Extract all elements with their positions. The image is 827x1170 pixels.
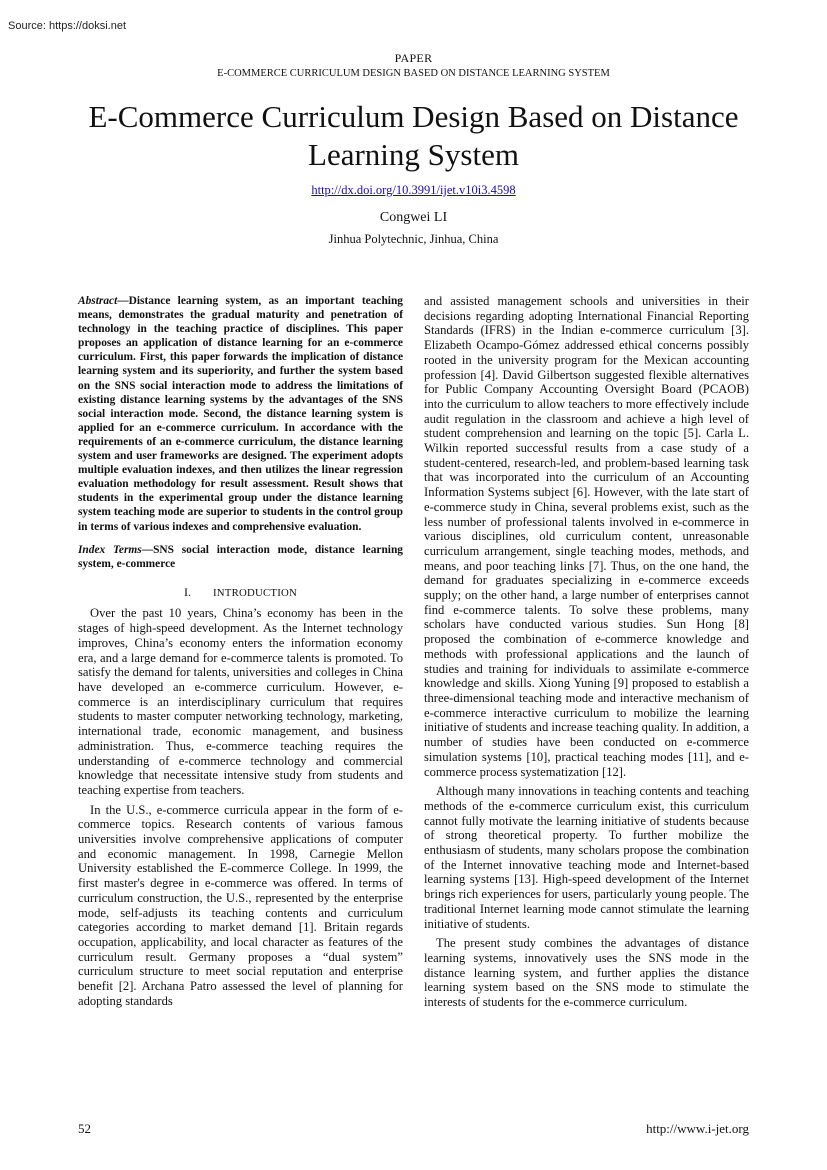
section-name: INTRODUCTION [213,586,297,599]
paragraph: In the U.S., e-commerce curricula appear in the form of e-commerce topics. Research contents of various famous universities involve comprehensive applications of computer and economic management. In 1998, Carnegie Mellon University established the E-commerce College. In 1999, the first master's degree in e-commerce was offered. In terms of curriculum construction, the U.S., represented by the enterprise mode, self-adjusts its teaching contents and curriculum categories according to market demand [1]. Britain regards occupation, applicability, and local character as features of the curriculum result. Germany proposes a “dual system” curriculum structure to meet social reputation and enterprise benefit [2]. Archana Patro assessed the level of planning for adopting standards [78,802,403,1008]
index-terms-label: Index Terms [78,543,142,556]
abstract-text: —Distance learning system, as an important teaching means, demonstrates the gradual maturity and penetration of technology in the teaching practice of disciplines. This paper proposes an application of distance learning for an e-commerce curriculum. First, this paper forwards the implication of distance learning system and its superiority, and further the system based on the SNS social interaction mode to address the limitations of existing distance learning systems by the advantages of the SNS social interaction mode. Second, the distance learning system is applied for an e-commerce curriculum. In accordance with the requirements of an e-commerce curriculum, the distance learning system and user frameworks are designed. The experiment adopts multiple evaluation indexes, and then utilizes the linear regression evaluation methodology for result assessment. Result shows that students in the experimental group under the distance learning system teaching mode are superior to students in the control group in terms of various indexes and comprehensive evaluation. [78,295,403,533]
author-affiliation: Jinhua Polytechnic, Jinhua, China [328,232,499,246]
section-number: I. [184,584,192,599]
abstract [78,294,403,534]
source-label: Source: https://doksi.net [8,20,127,32]
right-column [424,294,749,1010]
paragraph: The present study combines the advantages of distance learning systems, innovatively uses the SNS mode in the distance learning system, and further applies the distance learning system based on the SNS mode to stimulate the interests of students for the e-commerce curriculum. [424,936,749,1010]
paragraph: Over the past 10 years, China’s economy has been in the stages of high-speed development. As the Internet technology improves, China’s economy enters the information economy era, and a large demand for e-commerce talents is promoted. To satisfy the demand for talents, universities and colleges in China have developed an e-commerce curriculum. However, e-commerce is an interdisciplinary curriculum that requires students to master computer networking technology, marketing, international trade, economic management, and business administration. Thus, e-commerce teaching requires the understanding of e-commerce technology and commercial knowledge that necessitate intensive study from students and teaching expertise from teachers. [78,606,403,797]
index-terms [78,543,403,571]
index-terms-text: —SNS social interaction mode, distance learning system, e-commerce [78,543,403,570]
author-name: Congwei LI [379,210,448,225]
page-number: 52 [78,1121,91,1136]
running-header-label: PAPER [394,51,433,65]
paragraph: Although many innovations in teaching contents and teaching methods of the e-commerce curriculum exist, this curriculum cannot fully motivate the learning initiative of students because of strong theoretical property. To further mobilize the enthusiasm of students, many scholars propose the combination of the Internet innovative teaching mode and Internet-based learning systems [13]. High-speed development of the Internet brings rich experiences for users, particularly young people. The traditional Internet learning mode cannot stimulate the learning initiative of students. [424,784,749,931]
abstract-label: Abstract [78,295,118,307]
left-column [78,294,403,1008]
journal-url[interactable]: http://www.i-jet.org [646,1121,749,1136]
running-header-title: E-COMMERCE CURRICULUM DESIGN BASED ON DISTANCE LEARNING SYSTEM [217,68,610,79]
paper-title: E-Commerce Curriculum Design Based on Distance Learning System [88,99,739,172]
doi-link[interactable]: http://dx.doi.org/10.3991/ijet.v10i3.4598 [311,183,516,197]
section-heading-introduction [78,585,403,601]
paragraph: and assisted management schools and universities in their decisions regarding adopting International Financial Reporting Standards (IFRS) in the Indian e-commerce curriculum [3]. Elizabeth Ocampo-Gómez addressed ethical concerns possibly rooted in the university program for the Mexican accounting profession [4]. David Gilbertson suggested flexible alternatives for Public Company Accounting Oversight Board (PCAOB) into the curriculum to allow teachers to more effectively include audit regulation in the classroom and achieve a high level of student comprehension and learning on the topic [5]. Carla L. Wilkin reported successful results from a case study of a student-centered, research-led, and problem-based learning task that was incorporated into the curriculum of an Accounting Information Systems subject [6]. However, with the late start of e-commerce study in China, several problems exist, such as the less number of professional talents involved in e-commerce in various disciplines, old curriculum content, unreasonable curriculum arrangement, single teaching modes, methods, and means, and poor teaching links [7]. Thus, on the one hand, the demand for graduates specializing in e-commerce exceeds supply; on the other hand, a large number of enterprises cannot find e-commerce talents. To solve these problems, many scholars have conducted various studies. Sun Hong [8] proposed the combination of e-commerce knowledge and methods with professional applications and the launch of studies and training for individuals to assimilate e-commerce knowledge and skills. Xiong Yuning [9] proposed to establish a three-dimensional teaching mode and interactive mechanism of e-commerce interactive curriculum to mobilize the learning initiative of students and increase teaching quality. In addition, a number of studies have been conducted on e-commerce simulation systems [10], practical teaching modes [11], and e-commerce process systematization [12]. [424,294,749,779]
